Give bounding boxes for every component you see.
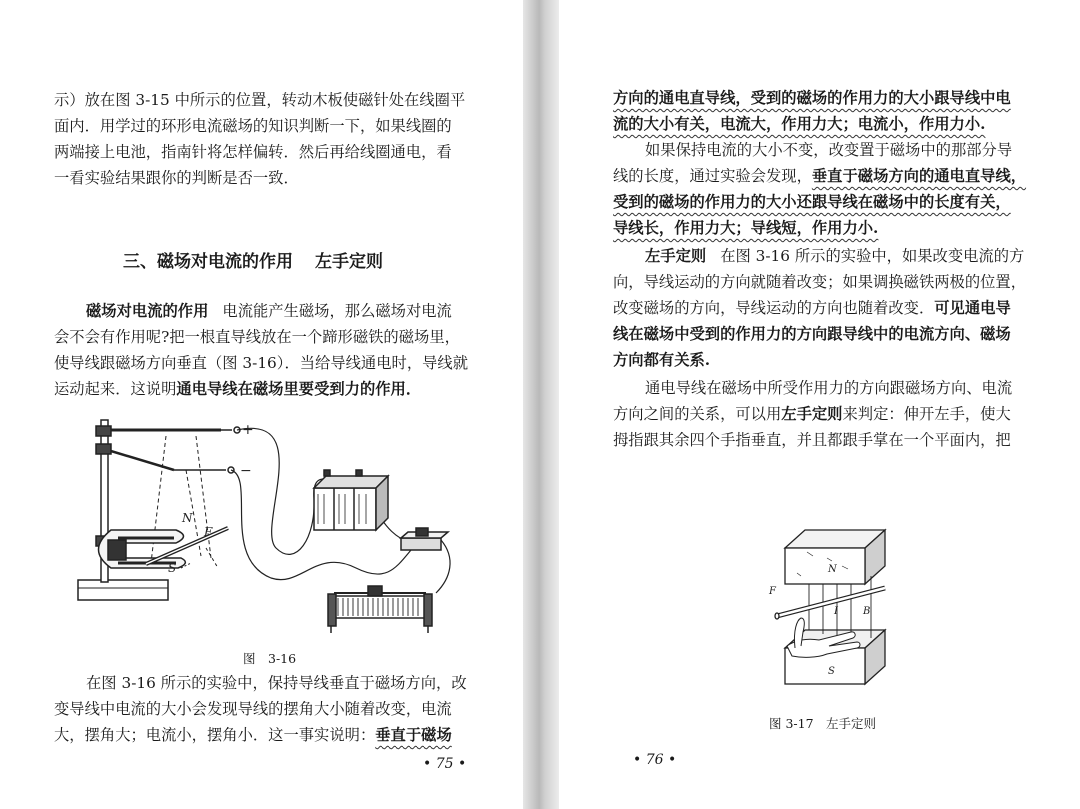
- para3-line-4: 导线长，作用力大；导线短，作用力小.: [613, 219, 879, 237]
- figure-3-17-caption: 图 3-17 左手定则: [769, 716, 877, 731]
- fig17-i-label: I: [834, 606, 838, 617]
- para1-line4-text: 运动起来．这说明: [54, 380, 177, 398]
- battery: [314, 470, 388, 530]
- section-subtitle: 左手定则: [315, 252, 383, 272]
- page-number-76: • 76 •: [633, 752, 677, 768]
- para4-line-2: 向，导线运动的方向就随着改变；如果调换磁铁两极的位置，: [613, 273, 1027, 291]
- para4-line3-text: 改变磁场的方向，导线运动的方向也随着改变．: [613, 299, 935, 317]
- para2-emphasis: 垂直于磁场: [375, 726, 452, 744]
- intro-line-3: 两端接上电池，指南针将怎样偏转．然后再给线圈通电，看: [54, 143, 452, 161]
- fig17-s-label: S: [828, 666, 835, 677]
- para3-emphasis-1: 垂直于磁场方向的通电直导线，: [811, 167, 1027, 185]
- para3-line2-text: 线的长度，通过实验会发现，: [613, 167, 812, 185]
- intro-line-2: 面内．用学过的环形电流磁场的知识判断一下，如果线圈的: [54, 117, 452, 135]
- para5-line2-text-a: 方向之间的关系，可以用: [613, 405, 782, 423]
- pole-n-label: N: [182, 511, 193, 525]
- para4-line-4: 线在磁场中受到的作用力的方向跟导线中的电流方向、磁场: [613, 325, 1011, 343]
- para5-line2-text-c: 来判定：伸开左手，使大: [842, 405, 1011, 423]
- para2-line-3: [54, 724, 452, 746]
- para1-term: 磁场对电流的作用: [86, 302, 209, 320]
- cont-line-1: 方向的通电直导线，受到的磁场的作用力的大小跟导线中电: [613, 89, 1011, 107]
- force-f-label: F: [204, 525, 213, 539]
- pole-s-label: S: [168, 561, 177, 575]
- para3-line-2: [613, 165, 1026, 187]
- cont-line-2: 流的大小有关，电流大，作用力大；电流小，作用力小.: [613, 115, 986, 133]
- para2-line-1: 在图 3-16 所示的实验中，保持导线垂直于磁场方向，改: [86, 674, 467, 692]
- para4-line-5: 方向都有关系.: [613, 351, 711, 369]
- para5-line-1: 通电导线在磁场中所受作用力的方向跟磁场方向、电流: [645, 379, 1013, 397]
- para4-term: 左手定则: [645, 247, 707, 265]
- intro-line-1: 示）放在图 3-15 中所示的位置，转动木板使磁针处在线圈平: [54, 91, 466, 109]
- para5-line-2: [613, 403, 1011, 425]
- figure-3-17-illustration: [767, 528, 907, 698]
- page-number-75: • 75 •: [423, 756, 467, 772]
- intro-line-4: 一看实验结果跟你的判断是否一致．: [54, 169, 299, 187]
- para4-line-3: [613, 297, 1011, 319]
- para4-line-1: [645, 245, 1024, 267]
- para4-line1-text: 在图 3-16 所示的实验中，如果改变电流的方: [720, 247, 1025, 265]
- para1-emphasis: 通电导线在磁场里要受到力的作用．: [176, 380, 422, 398]
- support-stand: [78, 420, 240, 600]
- para1-line1-text: 电流能产生磁场，那么磁场对电流: [222, 302, 452, 320]
- para2-line-2: 变导线中电流的大小会发现导线的摆角大小随着改变，电流: [54, 700, 452, 718]
- plus-terminal-label: +: [242, 422, 254, 438]
- para3-line-3: 受到的磁场的作用力的大小还跟导线在磁场中的长度有关，: [613, 193, 1011, 211]
- figure-3-16-caption: 图 3-16: [243, 651, 297, 666]
- pendulum-wires: [151, 436, 211, 563]
- book-gutter: [523, 0, 559, 809]
- figure-3-16-illustration: [56, 418, 516, 633]
- para5-line-3: 拇指跟其余四个手指垂直，并且都跟手掌在一个平面内，把: [613, 431, 1011, 449]
- para5-left-hand-rule: 左手定则: [781, 405, 843, 423]
- para2-line3-text: 大，摆角大；电流小，摆角小．这一事实说明：: [54, 726, 376, 744]
- rheostat: [328, 586, 432, 633]
- left-page: [0, 0, 523, 809]
- switch: [401, 528, 448, 550]
- para1-line-2: 会不会有作用呢?把一根直导线放在一个蹄形磁铁的磁场里，: [54, 328, 460, 346]
- para3-line-1: 如果保持电流的大小不变，改变置于磁场中的那部分导: [645, 141, 1013, 159]
- fig17-b-label: B: [863, 606, 871, 617]
- upper-magnet: [785, 530, 885, 584]
- para1-line-4: [54, 378, 421, 400]
- para1-line-1: [86, 300, 452, 322]
- para1-line-3: 使导线跟磁场方向垂直（图 3-16）．当给导线通电时，导线就: [54, 354, 469, 372]
- fig17-f-label: F: [769, 586, 776, 597]
- section-title: 磁场对电流的作用: [157, 252, 293, 272]
- section-heading: [123, 247, 383, 272]
- right-page: [559, 0, 1080, 809]
- fig17-n-label: N: [828, 564, 837, 575]
- section-number: 三、: [123, 252, 157, 272]
- minus-terminal-label: −: [240, 463, 252, 479]
- para4-emphasis-start: 可见通电导: [934, 299, 1011, 317]
